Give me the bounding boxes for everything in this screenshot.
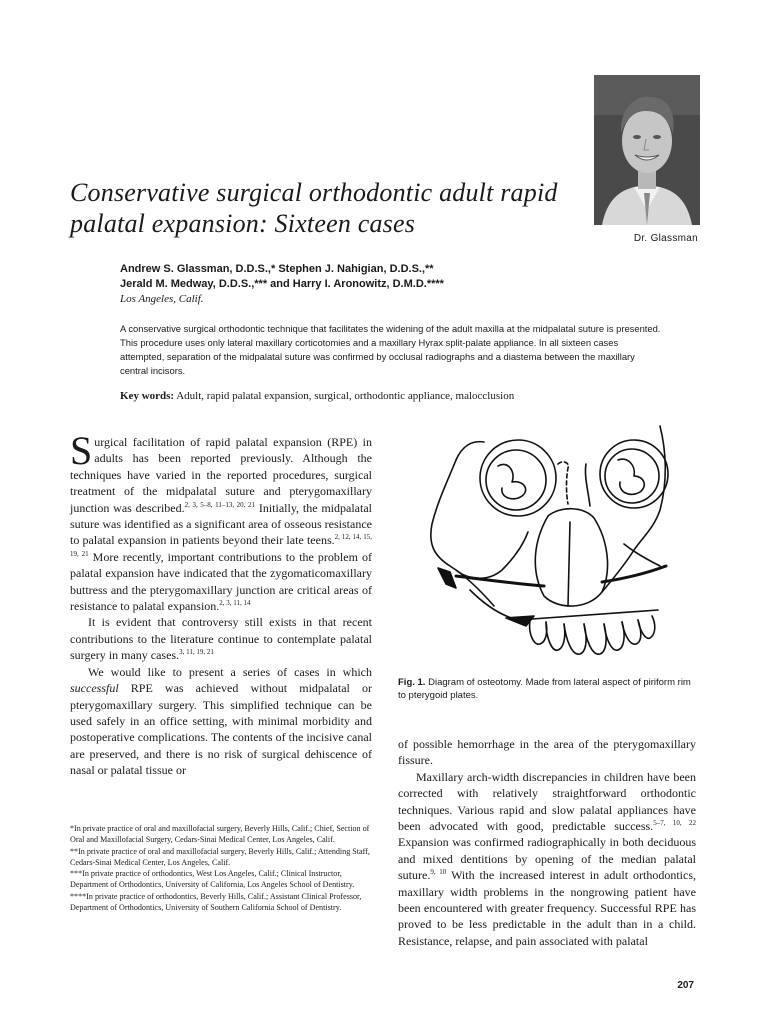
body-text: With the increased interest in adult orthodontics, maxillary width problems in the nongrowing patient have been encountered with greater frequency. Successful RPE has proved to be less predictable in the adult than in a child. Resistance, relapse, and pain associated with palatal [398, 868, 697, 948]
body-text: Initially, the midpalatal suture was identified as a significant area of osseous resistance to palatal expansion in patients beyond their late teens. [70, 500, 372, 548]
tooth [546, 622, 565, 650]
footnote: *In private practice of oral and maxillofacial surgery, Beverly Hills, Calif.; Chief, Section of Oral and Maxillofacial Surgery, Cedars-Sinai Medical Center, Los Angeles, Calif. [70, 824, 370, 845]
figure-osteotomy-diagram [398, 420, 696, 670]
body-paragraph [70, 664, 372, 779]
tooth [604, 622, 624, 650]
orbit-left-detail [498, 464, 526, 498]
body-text: Expansion was confirmed radiographically in both deciduous and mixed dentitions by opening of the median palatal suture. [398, 835, 696, 883]
affiliation: Los Angeles, Calif. [120, 293, 204, 305]
citation: 2, 3, 11, 14 [219, 599, 251, 608]
tooth [530, 620, 547, 644]
portrait-image [594, 75, 700, 225]
zygoma-left [456, 532, 528, 578]
body-paragraph: of possible hemorrhage in the area of the pterygomaxillary fissure. [398, 737, 696, 768]
orbit-left [480, 440, 556, 516]
body-column-right [398, 736, 696, 949]
keywords [120, 390, 680, 402]
zygoma-right [624, 544, 660, 566]
footnote: ***In private practice of orthodontics, West Los Angeles, Calif.; Clinical Instructor, Department of Orthodontics, University of California, Los Angeles School of Dentistry. [70, 869, 355, 890]
citation: 9, 10 [430, 868, 447, 877]
citation: 5–7, 10, 22 [653, 819, 696, 828]
tooth [564, 624, 586, 654]
skull-top-left [456, 442, 484, 460]
orbit-left-inner [486, 450, 546, 510]
nasal-suture [558, 462, 568, 504]
body-text: RPE was achieved without midpalatal or pterygomaxillary surgery. This simplified technique can be used safely in an office setting, with minimal morbidity and postoperative complications. The contents of the incisive canal are preserved, and there is no risk of surgical dehiscence of nasal or palatal tissue or [70, 681, 372, 778]
drop-cap: S [70, 428, 93, 473]
abstract: A conservative surgical orthodontic technique that facilitates the widening of the adult maxilla at the midpalatal suture is presented. This procedure uses only lateral maxillary corticotomies and a maxillary Hyrax split-palate appliance. In all sixteen cases attempted, separation of the midpalatal suture was confirmed by occlusal radiographs and a diastema between the maxillary central incisors. [120, 323, 661, 376]
author-line-1: Andrew S. Glassman, D.D.S.,* Stephen J. Nahigian, D.D.S.,** [120, 263, 434, 275]
skull-drawing [398, 420, 696, 670]
keywords-text: Adult, rapid palatal expansion, surgical, orthodontic appliance, malocclusion [176, 390, 515, 402]
figure-caption [398, 676, 698, 702]
figure-caption-text: Diagram of osteotomy. Made from lateral aspect of piriform rim to pterygoid plates. [398, 677, 691, 701]
citation: 3, 11, 19, 21 [179, 648, 214, 657]
body-text: We would like to present a series of cases in which [88, 664, 372, 679]
emphasis: successful [70, 681, 119, 696]
orbit-right-detail [618, 459, 644, 494]
body-text: More recently, important contributions to the problem of palatal expansion have indicated that the zygomaticomaxillary buttress and the pterygomaxillary junction are critical areas of resistance to palatal expansion. [70, 549, 372, 614]
body-paragraph [70, 614, 372, 663]
tooth [584, 624, 606, 654]
footnotes [70, 823, 372, 913]
nasal-bone [585, 464, 590, 506]
piriform-aperture [535, 509, 607, 606]
osteotomy-mark-left [438, 568, 456, 588]
keywords-label: Key words: [120, 390, 175, 402]
body-text: Maxillary arch-width discrepancies in children have been corrected with relatively straightforward orthodontic techniques. Various rapid and slow palatal appliances have been advocated with good, predictable success. [398, 769, 696, 834]
osteotomy-line-right [602, 566, 666, 582]
skull-outline-right [602, 426, 665, 592]
body-column-left [70, 428, 373, 779]
nasal-septum [568, 522, 570, 606]
body-paragraph [70, 428, 373, 614]
skull-outline-left [431, 460, 494, 606]
body-text: It is evident that controversy still exists in that recent contributions to the literature continue to contemplate palatal surgery in many cases. [70, 615, 372, 663]
footnote: **In private practice of oral and maxillofacial surgery, Beverly Hills, Calif.; Attending Staff, Cedars-Sinai Medical Center, Los Angeles, Calif. [70, 846, 370, 867]
footnote: ****In private practice of orthodontics, Beverly Hills, Calif.; Assistant Clinical Professor, Department of Orthodontics, University of Southern California School of Dentistry. [70, 891, 362, 913]
citation: 2, 12, 14, 15, 19, 21 [70, 533, 373, 558]
author-list [120, 262, 660, 292]
body-paragraph [398, 769, 696, 949]
author-line-2: Jerald M. Medway, D.D.S.,*** and Harry I. Aronowitz, D.M.D.**** [120, 278, 444, 290]
article-title: Conservative surgical orthodontic adult rapid palatal expansion: Sixteen cases [70, 178, 558, 238]
page-number: 207 [677, 980, 694, 991]
portrait-caption: Dr. Glassman [633, 233, 698, 244]
body-text: urgical facilitation of rapid palatal expansion (RPE) in adults has been reported previously. Although the techniques have varied in the reported procedures, surgical treatment of the midpalatal suture and pterygomaxillary junction was described. [70, 435, 372, 515]
author-portrait [594, 75, 700, 225]
citation: 2, 3, 5–8, 11–13, 20, 21 [184, 500, 255, 509]
figure-label: Fig. 1. [398, 677, 426, 688]
